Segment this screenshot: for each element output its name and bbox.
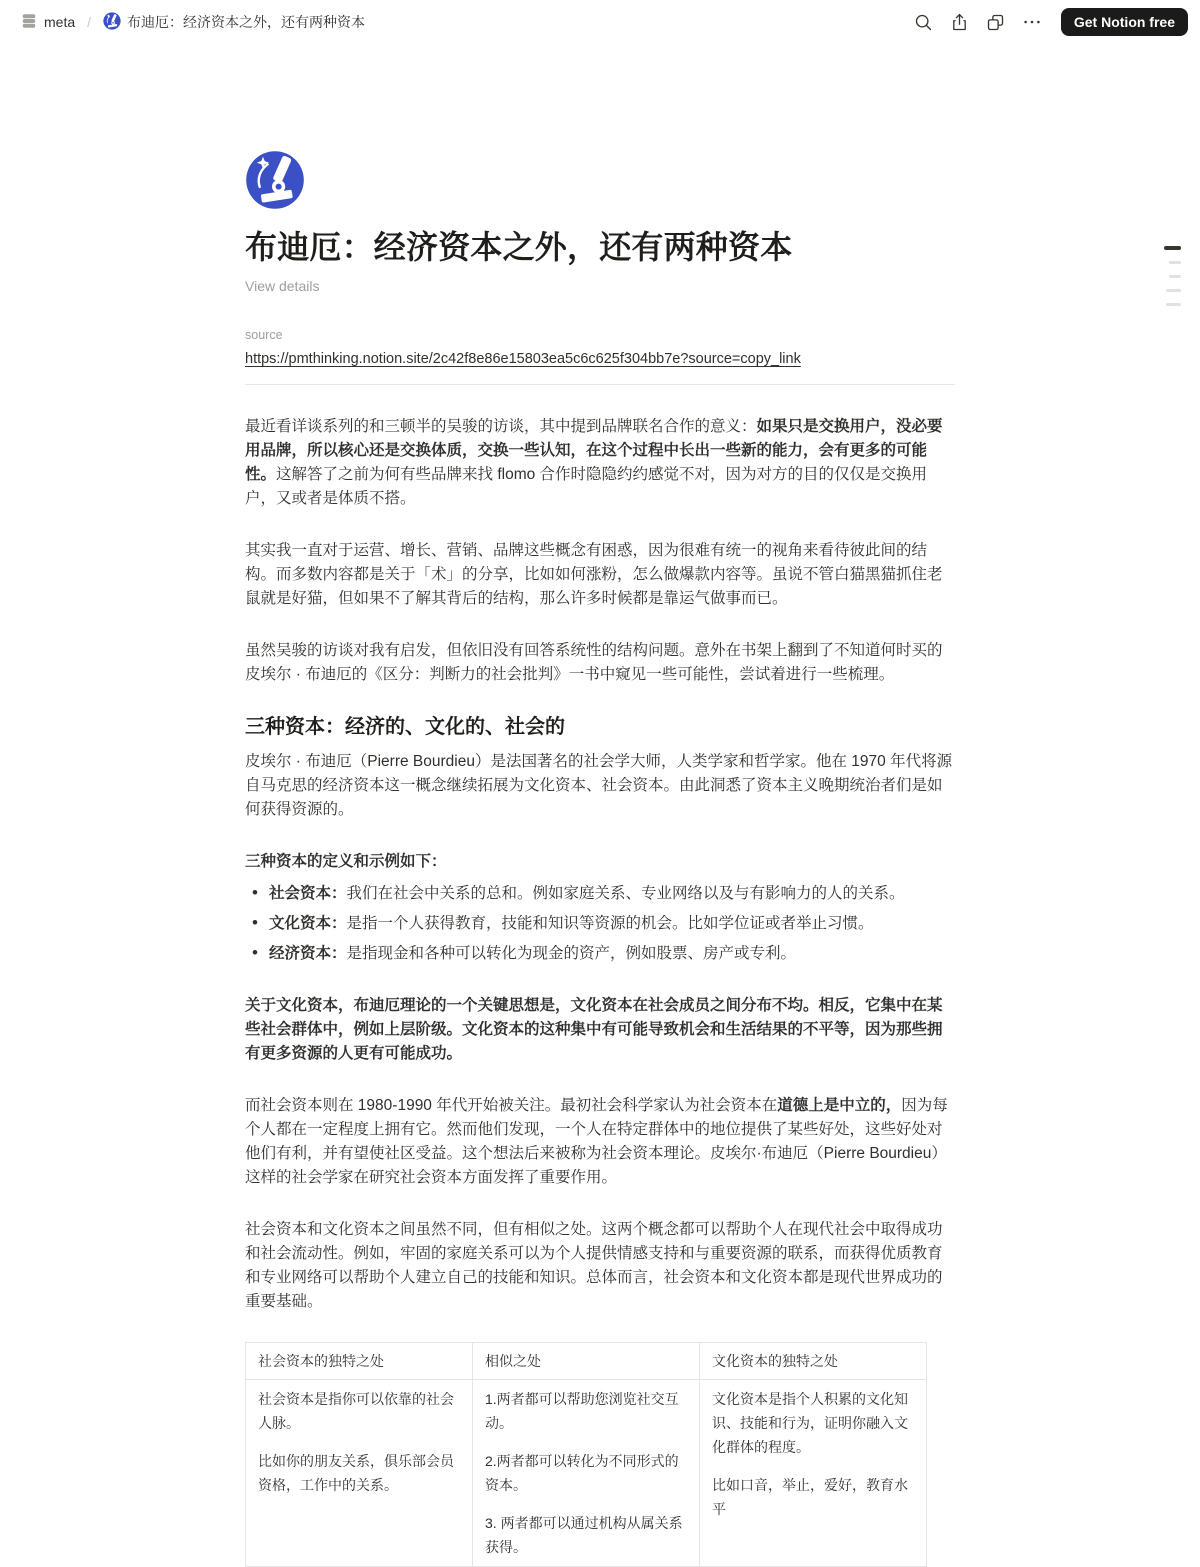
share-icon[interactable]	[945, 7, 975, 37]
capital-comparison-table	[245, 1342, 927, 1567]
topbar-actions	[909, 7, 1188, 37]
outline-bar[interactable]	[1166, 289, 1181, 292]
telescope-icon	[103, 12, 121, 33]
breadcrumb-page-label: 布迪厄：经济资本之外，还有两种资本	[127, 14, 366, 30]
list-item: • 文化资本：是指一个人获得教育，技能和知识等资源的机会。比如学位证或者举止习惯。	[245, 912, 955, 936]
capital-definitions-list	[245, 882, 955, 966]
list-item: • 社会资本：我们在社会中关系的总和。例如家庭关系、专业网络以及与有影响力的人的关系。	[245, 882, 955, 906]
section-heading: 三种资本：经济的、文化的、社会的	[245, 716, 565, 738]
page-content	[245, 150, 955, 1567]
list-lead-line: 三种资本的定义和示例如下：	[245, 853, 447, 870]
breadcrumb-item-meta[interactable]	[16, 10, 79, 35]
paragraph: 而社会资本则在 1980-1990 年代开始被关注。最初社会科学家认为社会资本在道德上是中立的，因为每个人都在一定程度上拥有它。然而他们发现，一个人在特定群体中的地位提供了某些好处，这些好处对他们有利，并有望使社区受益。这个想法后来被称为社会资本理论。皮埃尔·布迪厄（Pierre Bourdieu）这样的社会学家在研究社会资本方面发挥了重要作用。	[245, 1097, 948, 1186]
table-row	[246, 1380, 927, 1567]
table-header-cell: 社会资本的独特之处	[246, 1343, 473, 1380]
paragraph: 虽然吴骏的访谈对我有启发，但依旧没有回答系统性的结构问题。意外在书架上翻到了不知道何时买的皮埃尔 · 布迪厄的《区分：判断力的社会批判》一书中窥见一些可能性，尝试着进行一些梳理。	[245, 642, 943, 683]
database-icon	[20, 12, 38, 33]
table-header-row	[246, 1343, 927, 1380]
breadcrumb	[16, 10, 369, 35]
source-url-link[interactable]: https://pmthinking.notion.site/2c42f8e86e15803ea5c6c625f304bb7e?source=copy_link	[245, 351, 801, 367]
breadcrumb-separator: /	[87, 14, 92, 30]
paragraph: 社会资本和文化资本之间虽然不同，但有相似之处。这两个概念都可以帮助个人在现代社会中取得成功和社会流动性。例如，牢固的家庭关系可以为个人提供情感支持和与重要资源的联系，而获得优质教育和专业网络可以帮助个人建立自己的技能和知识。总体而言，社会资本和文化资本都是现代世界成功的重要基础。	[245, 1221, 943, 1310]
get-notion-free-button[interactable]: Get Notion free	[1061, 8, 1188, 36]
page-telescope-icon	[245, 150, 305, 210]
property-label-source: source	[245, 328, 283, 342]
search-icon[interactable]	[909, 7, 939, 37]
outline-bar[interactable]	[1166, 303, 1181, 306]
duplicate-icon[interactable]	[981, 7, 1011, 37]
list-item: • 经济资本：是指现金和各种可以转化为现金的资产，例如股票、房产或专利。	[245, 942, 955, 966]
table-cell: 文化资本是指个人积累的文化知识、技能和行为，证明你融入文化群体的程度。 比如口音，举止，爱好，教育水平	[700, 1380, 927, 1567]
outline-bar[interactable]	[1169, 275, 1181, 278]
divider	[245, 384, 955, 385]
table-cell: 社会资本是指你可以依靠的社会人脉。 比如你的朋友关系，俱乐部会员资格，工作中的关系。	[246, 1380, 473, 1567]
paragraph: 关于文化资本，布迪厄理论的一个关键思想是，文化资本在社会成员之间分布不均。相反，它集中在某些社会群体中，例如上层阶级。文化资本的这种集中有可能导致机会和生活结果的不平等，因为那些拥有更多资源的人更有可能成功。	[245, 997, 943, 1062]
top-bar	[0, 0, 1200, 44]
more-icon[interactable]	[1017, 7, 1047, 37]
view-details-link[interactable]: View details	[245, 278, 320, 294]
paragraph: 最近看详谈系列的和三顿半的吴骏的访谈，其中提到品牌联名合作的意义：如果只是交换用户，没必要用品牌，所以核心还是交换体质，交换一些认知，在这个过程中长出一些新的能力，会有更多的可能性。这解答了之前为何有些品牌来找 flomo 合作时隐隐约约感觉不对，因为对方的目的仅仅是交换用户，又或者是体质不搭。	[245, 418, 943, 507]
outline-bar[interactable]	[1169, 261, 1181, 264]
paragraph: 皮埃尔 · 布迪厄（Pierre Bourdieu）是法国著名的社会学大师，人类学家和哲学家。他在 1970 年代将源自马克思的经济资本这一概念继续拓展为文化资本、社会资本。由此洞悉了资本主义晚期统治者们是如何获得资源的。	[245, 753, 953, 818]
page-title: 布迪厄：经济资本之外，还有两种资本	[245, 229, 793, 265]
breadcrumb-root-label: meta	[44, 14, 76, 30]
table-cell: 1.两者都可以帮助您浏览社交互动。 2.两者都可以转化为不同形式的资本。 3. 两者都可以通过机构从属关系获得。	[473, 1380, 700, 1567]
outline-bar[interactable]	[1164, 246, 1181, 250]
breadcrumb-item-current-page	[99, 10, 369, 35]
outline-indicator	[1164, 246, 1181, 306]
table-header-cell: 相似之处	[473, 1343, 700, 1380]
paragraph: 其实我一直对于运营、增长、营销、品牌这些概念有困惑，因为很难有统一的视角来看待彼此间的结构。而多数内容都是关于「术」的分享，比如如何涨粉，怎么做爆款内容等。虽说不管白猫黑猫抓住老鼠就是好猫，但如果不了解其背后的结构，那么许多时候都是靠运气做事而已。	[245, 542, 943, 607]
table-header-cell: 文化资本的独特之处	[700, 1343, 927, 1380]
